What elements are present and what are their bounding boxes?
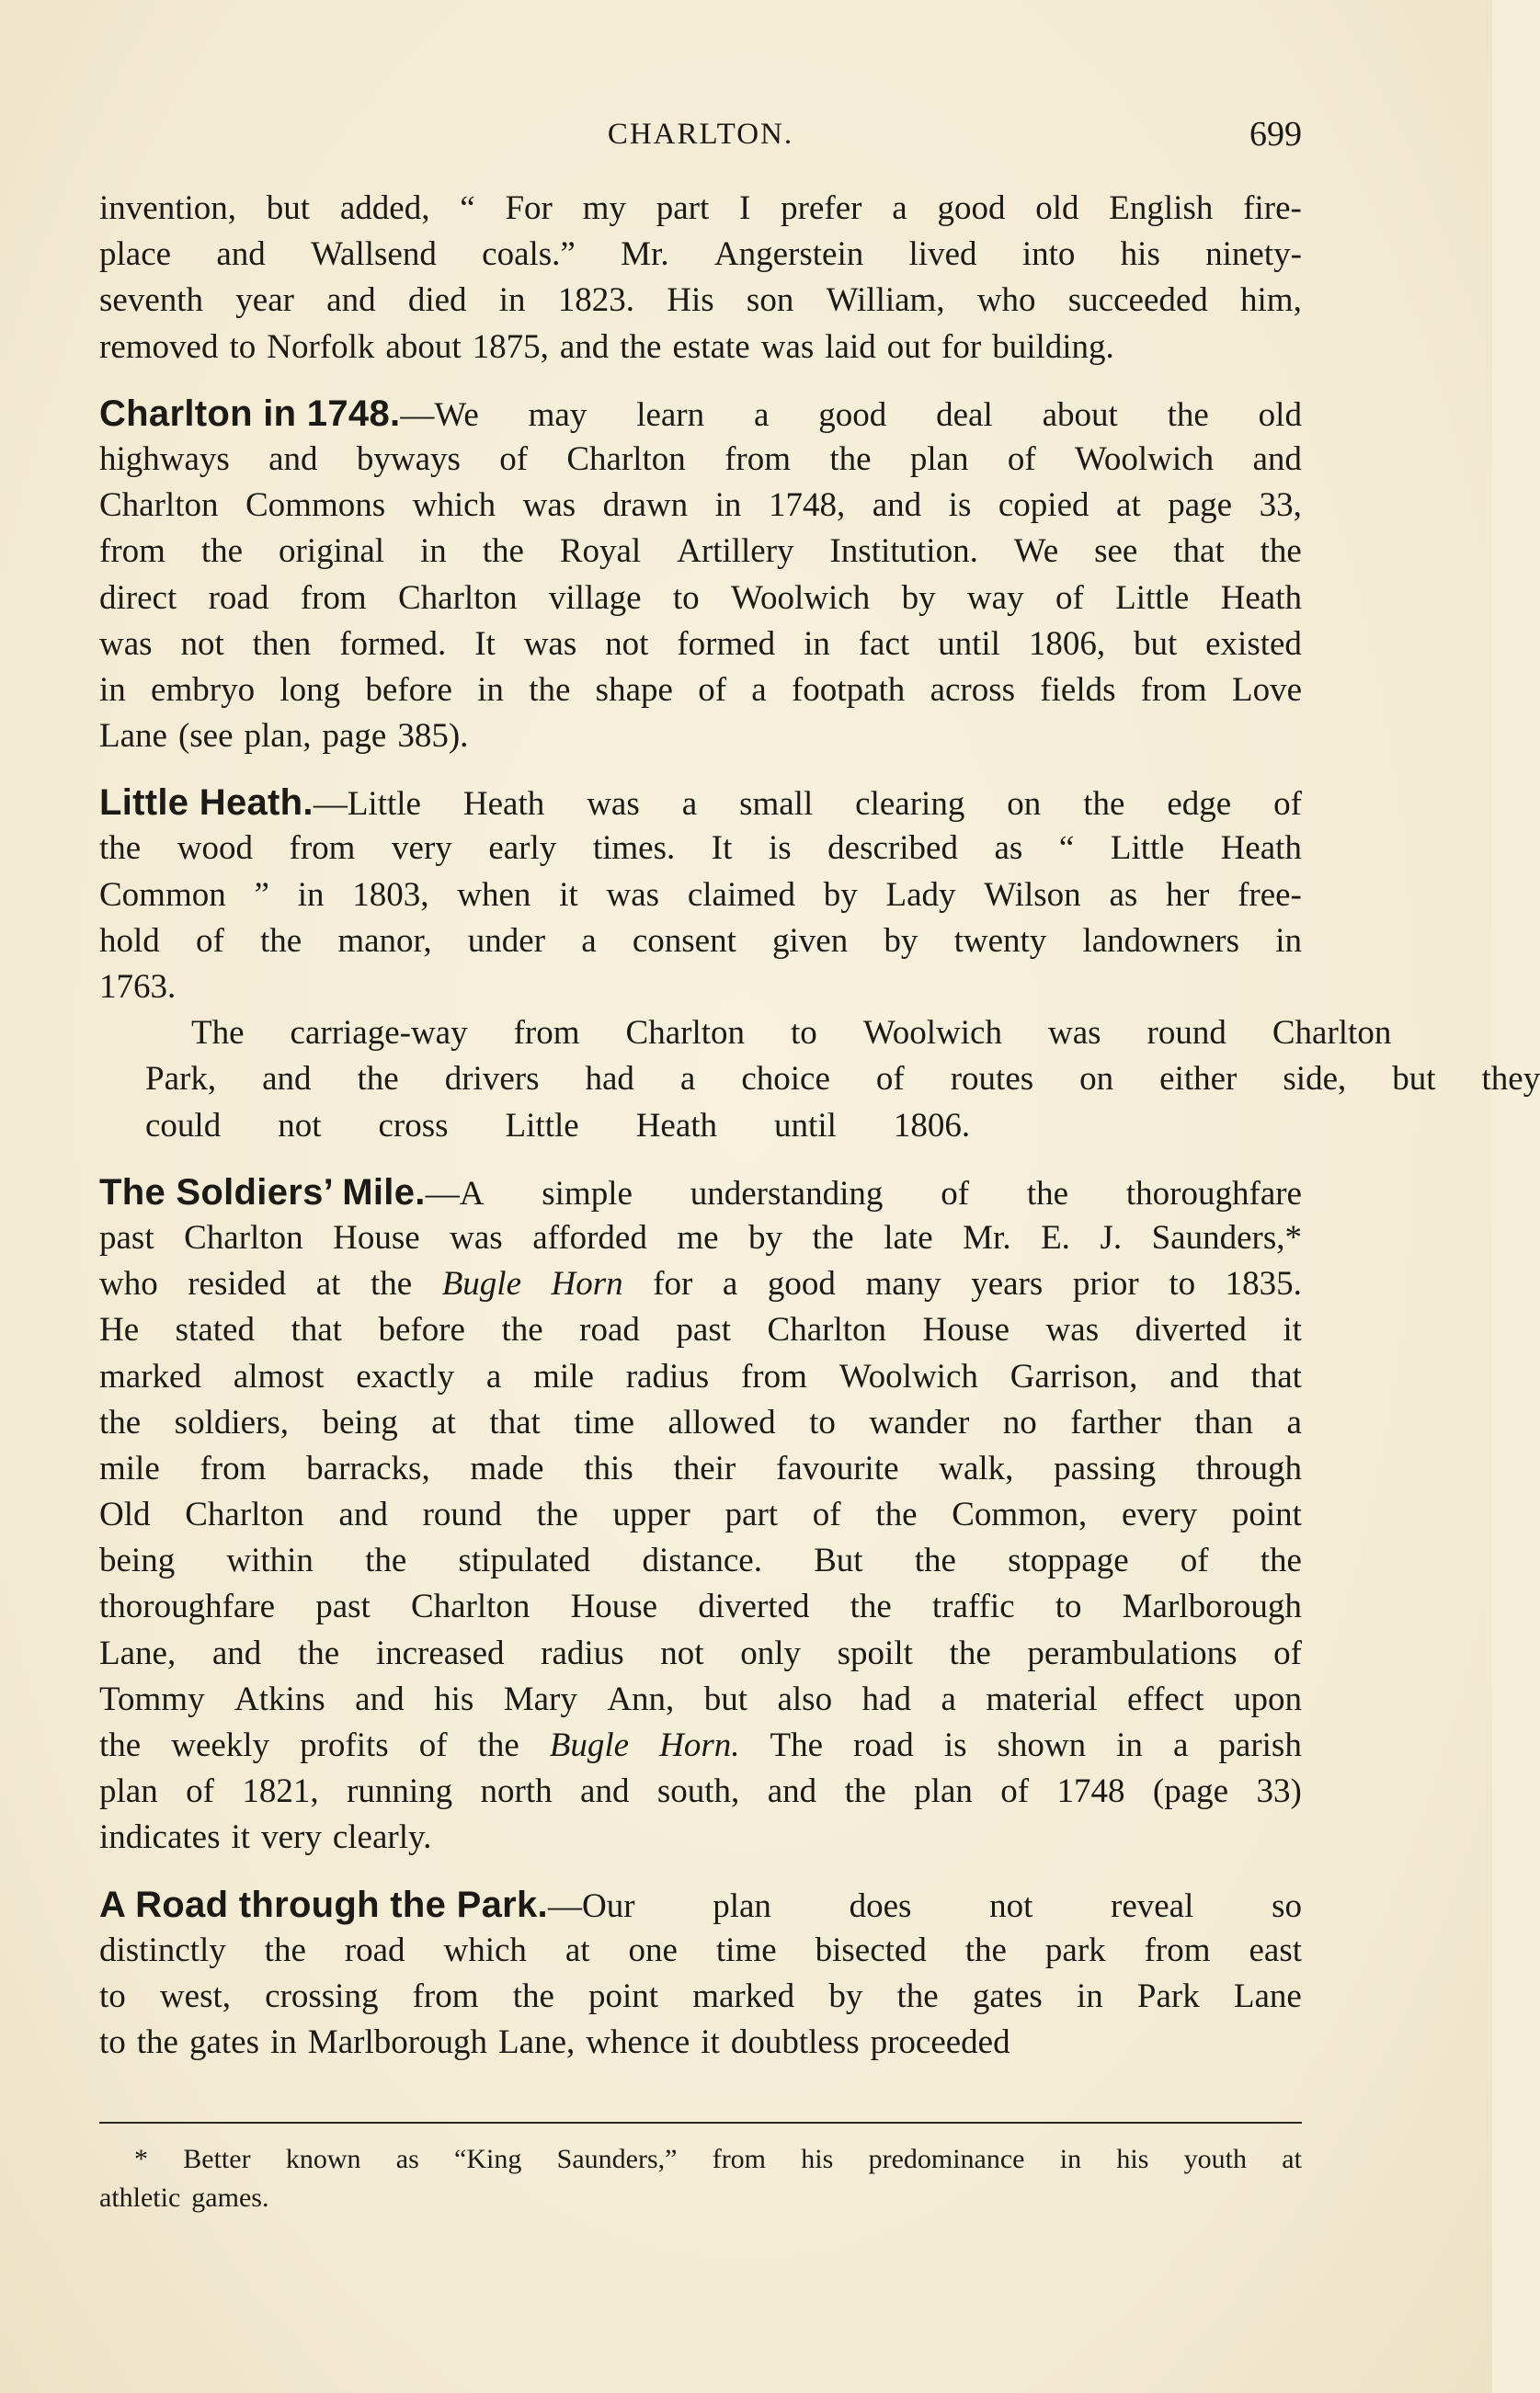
text-line: Charlton Commons which was drawn in 1748, and is copied at page 33, [99, 486, 1302, 525]
section-paragraph [99, 393, 1302, 763]
text-line: 1763. [99, 968, 177, 1006]
text-line: past Charlton House was afforded me by the late Mr. E. J. Saunders,* [99, 1218, 1302, 1257]
running-title: CHARLTON. [607, 118, 794, 151]
section-heading: Little Heath. [99, 782, 314, 824]
text-line: Charlton in 1748.—We may learn a good deal about the old [99, 393, 1302, 434]
text-line: * Better known as “King Saunders,” from his predominance in his youth at [134, 2144, 1302, 2174]
text-line: direct road from Charlton village to Woolwich by way of Little Heath [99, 578, 1302, 617]
section-paragraph [99, 782, 1302, 1013]
text-line: Park, and the drivers had a choice of routes on either side, but they [145, 1060, 1540, 1099]
text-line: highways and byways of Charlton from the plan of Woolwich and [99, 439, 1302, 478]
text-line: to west, crossing from the point marked by the gates in Park Lane [99, 1977, 1302, 2015]
text-line: seventh year and died in 1823. His son William, who succeeded him, [99, 281, 1302, 320]
text-line: plan of 1821, running north and south, and the plan of 1748 (page 33) [99, 1772, 1302, 1811]
text-line: in embryo long before in the shape of a footpath across fields from Love [99, 670, 1302, 709]
text-line: Little Heath.—Little Heath was a small clearing on the edge of [99, 782, 1302, 824]
text-line: indicates it very clearly. [99, 1818, 432, 1857]
text-line: being within the stipulated distance. But the stoppage of the [99, 1542, 1302, 1580]
text-line: Old Charlton and round the upper part of the Common, every point [99, 1496, 1302, 1534]
running-head [99, 108, 1302, 164]
text-line: the weekly profits of the Bugle Horn. The road is shown in a parish [99, 1726, 1302, 1764]
text-line: was not then formed. It was not formed in fact until 1806, but existed [99, 624, 1302, 663]
section-paragraph [99, 1172, 1302, 1864]
text-line: to the gates in Marlborough Lane, whence it doubtless proceeded [99, 2023, 1010, 2062]
body-text [99, 188, 1540, 2062]
paragraph [99, 1013, 1540, 1152]
footnote [99, 2144, 1302, 2221]
text-line: Lane (see plan, page 385). [99, 717, 469, 756]
page-number: 699 [1249, 115, 1302, 154]
text-line: invention, but added, “ For my part I prefer a good old English fire- [99, 189, 1302, 227]
paragraph [99, 188, 1302, 373]
text-line: from the original in the Royal Artillery Institution. We see that the [99, 532, 1302, 571]
text-line: A Road through the Park.—Our plan does not reveal so [99, 1884, 1302, 1925]
text-line: place and Wallsend coals.” Mr. Angerstein lived into his ninety- [99, 235, 1302, 274]
section-paragraph [99, 1885, 1302, 2069]
text-line: Lane, and the increased radius not only spoilt the perambulations of [99, 1634, 1302, 1672]
footnote-rule [99, 2122, 1302, 2124]
text-line: He stated that before the road past Charlton House was diverted it [99, 1311, 1302, 1350]
section-heading: Charlton in 1748. [99, 393, 401, 434]
text-line: athletic games. [99, 2182, 269, 2213]
text-line: The Soldiers’ Mile.—A simple understanding of the thoroughfare [99, 1171, 1302, 1213]
text-line: Tommy Atkins and his Mary Ann, but also had a material effect upon [99, 1680, 1302, 1718]
text-line: distinctly the road which at one time bisected the park from east [99, 1931, 1302, 1969]
section-heading: The Soldiers’ Mile. [99, 1171, 426, 1213]
text-line: mile from barracks, made this their favourite walk, passing through [99, 1449, 1302, 1487]
text-line: hold of the manor, under a consent given by twenty landowners in [99, 921, 1302, 960]
text-line: thoroughfare past Charlton House diverted the traffic to Marlborough [99, 1588, 1302, 1626]
text-line: removed to Norfolk about 1875, and the estate was laid out for building. [99, 327, 1114, 366]
text-line: Common ” in 1803, when it was claimed by Lady Wilson as her free- [99, 875, 1302, 914]
text-line: the soldiers, being at that time allowed to wander no farther than a [99, 1403, 1302, 1441]
text-line: The carriage-way from Charlton to Woolwich was round Charlton [191, 1014, 1392, 1053]
text-line: who resided at the Bugle Horn for a good many years prior to 1835. [99, 1265, 1302, 1304]
text-line: marked almost exactly a mile radius from Woolwich Garrison, and that [99, 1357, 1302, 1396]
text-line: could not cross Little Heath until 1806. [145, 1106, 971, 1145]
text-line: the wood from very early times. It is described as “ Little Heath [99, 829, 1302, 868]
section-heading: A Road through the Park. [99, 1884, 548, 1925]
